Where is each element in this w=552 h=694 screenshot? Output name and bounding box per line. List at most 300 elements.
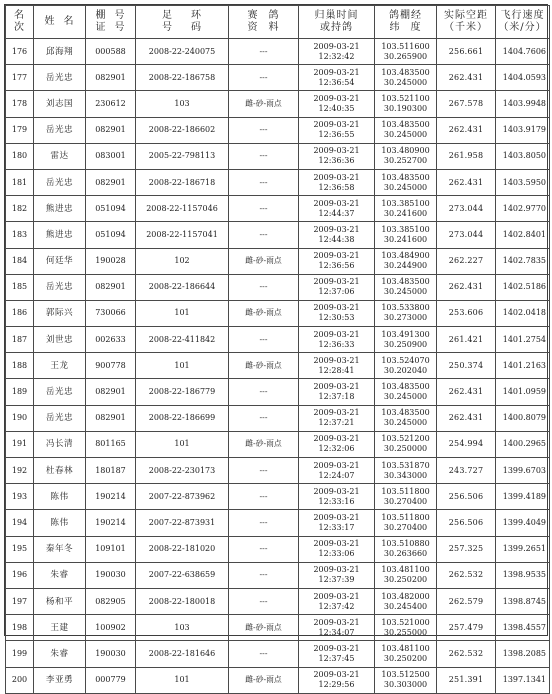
return-time-date: 2009-03-21 <box>313 329 360 339</box>
shed-id-cell: 801165 <box>86 431 136 457</box>
coordinates-cell <box>375 667 437 693</box>
return-time-date: 2009-03-21 <box>313 460 360 470</box>
header-name <box>34 6 86 39</box>
speed-cell: 1402.9770 <box>496 196 550 222</box>
header-rank <box>6 6 34 39</box>
header-ring-line1 <box>136 10 228 22</box>
header-ring-line2 <box>136 22 228 34</box>
distance-cell: 256.506 <box>437 510 496 536</box>
coordinates-lat: 30.241600 <box>383 234 428 244</box>
coordinates-lat: 30.245000 <box>383 418 428 428</box>
coordinates-cell <box>375 431 437 457</box>
coordinates-cell <box>375 484 437 510</box>
speed-cell: 1399.2651 <box>496 536 550 562</box>
name-cell: 朱睿 <box>34 562 86 588</box>
name-cell: 郭际兴 <box>34 300 86 326</box>
speed-cell: 1403.9948 <box>496 91 550 117</box>
coordinates-lat: 30.245000 <box>383 77 428 87</box>
header-speed <box>496 6 550 39</box>
rank-cell: 198 <box>6 615 34 641</box>
coordinates-lon: 103.483500 <box>381 120 430 130</box>
return-time-date: 2009-03-21 <box>313 120 360 130</box>
return-time-time: 12:36:54 <box>318 77 355 87</box>
table-row <box>6 117 550 143</box>
return-time-cell <box>299 274 375 300</box>
coordinates-cell <box>375 65 437 91</box>
return-time-cell <box>299 510 375 536</box>
coordinates-lat: 30.245000 <box>383 287 428 297</box>
race-info-cell: 雌-砂-雨点 <box>229 431 299 457</box>
name-cell: 熊进忠 <box>34 196 86 222</box>
coordinates-lat: 30.190300 <box>383 103 428 113</box>
coordinates-cell <box>375 91 437 117</box>
return-time-date: 2009-03-21 <box>313 617 360 627</box>
name-cell: 何廷华 <box>34 248 86 274</box>
ring-number-cell: 101 <box>136 300 229 326</box>
header-ring-c3: 号 <box>162 22 173 33</box>
speed-cell: 1398.8745 <box>496 588 550 614</box>
table-row <box>6 562 550 588</box>
return-time-time: 12:33:06 <box>318 549 355 559</box>
coordinates-cell <box>375 379 437 405</box>
shed-id-cell: 082901 <box>86 117 136 143</box>
ring-number-cell: 2008-22-186758 <box>136 65 229 91</box>
coordinates-cell <box>375 39 437 65</box>
name-cell: 刘世忠 <box>34 327 86 353</box>
speed-cell: 1398.2085 <box>496 641 550 667</box>
race-info-cell: 雌-砂-雨点 <box>229 353 299 379</box>
return-time-date: 2009-03-21 <box>313 591 360 601</box>
name-cell: 朱睿 <box>34 641 86 667</box>
ring-number-cell: 2007-22-638659 <box>136 562 229 588</box>
speed-cell: 1401.0959 <box>496 379 550 405</box>
ring-number-cell: 2008-22-186779 <box>136 379 229 405</box>
ring-number-cell: 2008-22-181646 <box>136 641 229 667</box>
coordinates-lon: 103.521200 <box>381 434 430 444</box>
header-speed-line1: 飞行速度 <box>500 10 545 21</box>
header-shed-id-c3: 证 <box>95 22 107 33</box>
return-time-time: 12:37:18 <box>318 392 355 402</box>
return-time-time: 12:36:55 <box>318 130 355 140</box>
speed-cell: 1398.9535 <box>496 562 550 588</box>
coordinates-cell <box>375 458 437 484</box>
header-shed-id-c4: 号 <box>114 22 126 33</box>
ring-number-cell: 101 <box>136 431 229 457</box>
name-cell: 杜春林 <box>34 458 86 484</box>
header-speed-line2: （米/分） <box>498 22 547 33</box>
header-shed-id-c2: 号 <box>114 10 126 21</box>
return-time-cell <box>299 39 375 65</box>
coordinates-lon: 103.481100 <box>381 565 430 575</box>
ring-number-cell: 2008-22-186699 <box>136 405 229 431</box>
return-time-date: 2009-03-21 <box>313 382 360 392</box>
speed-cell: 1399.4049 <box>496 510 550 536</box>
table-row <box>6 222 550 248</box>
name-cell: 岳光忠 <box>34 379 86 405</box>
coordinates-lat: 30.265900 <box>383 51 428 61</box>
speed-cell: 1402.5186 <box>496 274 550 300</box>
rank-cell: 177 <box>6 65 34 91</box>
return-time-time: 12:33:17 <box>318 522 355 532</box>
shed-id-cell: 051094 <box>86 196 136 222</box>
header-shed-id-line2 <box>86 22 135 34</box>
return-time-cell <box>299 641 375 667</box>
race-info-cell: --- <box>229 458 299 484</box>
table-row <box>6 431 550 457</box>
coordinates-lon: 103.533800 <box>381 303 430 313</box>
coordinates-lon: 103.521100 <box>381 93 430 103</box>
distance-cell: 262.431 <box>437 65 496 91</box>
coordinates-lat: 30.245000 <box>383 130 428 140</box>
name-cell: 王龙 <box>34 353 86 379</box>
race-info-cell: --- <box>229 65 299 91</box>
ring-number-cell: 2008-22-240075 <box>136 39 229 65</box>
rank-cell: 196 <box>6 562 34 588</box>
distance-cell: 254.994 <box>437 431 496 457</box>
table-row <box>6 379 550 405</box>
ring-number-cell: 2008-22-1157046 <box>136 196 229 222</box>
return-time-cell <box>299 300 375 326</box>
coordinates-cell <box>375 169 437 195</box>
table-row <box>6 536 550 562</box>
header-coords-line1: 鸽棚经 <box>389 10 422 21</box>
speed-cell: 1403.5950 <box>496 169 550 195</box>
coordinates-lon: 103.483500 <box>381 277 430 287</box>
rank-cell: 182 <box>6 196 34 222</box>
speed-cell: 1398.4557 <box>496 615 550 641</box>
speed-cell: 1399.6703 <box>496 458 550 484</box>
header-return-time-line1: 归巢时间 <box>314 10 359 21</box>
coordinates-lat: 30.303000 <box>383 680 428 690</box>
ring-number-cell: 2005-22-798113 <box>136 143 229 169</box>
ring-number-cell: 2007-22-873962 <box>136 484 229 510</box>
coordinates-lat: 30.245000 <box>383 182 428 192</box>
distance-cell: 261.421 <box>437 327 496 353</box>
return-time-cell <box>299 615 375 641</box>
coordinates-cell <box>375 327 437 353</box>
table-row <box>6 588 550 614</box>
shed-id-cell: 190030 <box>86 562 136 588</box>
distance-cell: 256.506 <box>437 484 496 510</box>
name-cell: 岳光忠 <box>34 405 86 431</box>
table-row <box>6 405 550 431</box>
return-time-date: 2009-03-21 <box>313 408 360 418</box>
shed-id-cell: 000779 <box>86 667 136 693</box>
return-time-date: 2009-03-21 <box>313 512 360 522</box>
race-info-cell: 雌-砂-雨点 <box>229 91 299 117</box>
race-results-table <box>5 5 550 694</box>
rank-cell: 188 <box>6 353 34 379</box>
name-cell: 陈伟 <box>34 510 86 536</box>
coordinates-lat: 30.255000 <box>383 627 428 637</box>
distance-cell: 261.958 <box>437 143 496 169</box>
rank-cell: 185 <box>6 274 34 300</box>
return-time-cell <box>299 431 375 457</box>
rank-cell: 180 <box>6 143 34 169</box>
table-row <box>6 458 550 484</box>
return-time-time: 12:37:39 <box>318 575 355 585</box>
race-info-cell: --- <box>229 169 299 195</box>
coordinates-lon: 103.385100 <box>381 198 430 208</box>
return-time-date: 2009-03-21 <box>313 146 360 156</box>
rank-cell: 192 <box>6 458 34 484</box>
header-rank-line1: 名 <box>14 10 25 21</box>
results-body <box>6 39 550 694</box>
coordinates-lon: 103.385100 <box>381 224 430 234</box>
coordinates-cell <box>375 353 437 379</box>
rank-cell: 189 <box>6 379 34 405</box>
name-cell: 邱海翔 <box>34 39 86 65</box>
distance-cell: 253.606 <box>437 300 496 326</box>
rank-cell: 183 <box>6 222 34 248</box>
shed-id-cell: 082905 <box>86 588 136 614</box>
coordinates-lon: 103.524070 <box>381 355 430 365</box>
coordinates-lat: 30.250900 <box>383 339 428 349</box>
return-time-time: 12:36:58 <box>318 182 355 192</box>
return-time-cell <box>299 248 375 274</box>
table-row <box>6 91 550 117</box>
speed-cell: 1402.7835 <box>496 248 550 274</box>
rank-cell: 194 <box>6 510 34 536</box>
coordinates-cell <box>375 615 437 641</box>
race-info-cell: --- <box>229 39 299 65</box>
race-info-cell: --- <box>229 405 299 431</box>
header-race-info-c1: 赛 <box>247 10 259 21</box>
header-distance-line1: 实际空距 <box>444 10 488 21</box>
name-cell: 岳光忠 <box>34 274 86 300</box>
race-info-cell: 雌-砂-雨点 <box>229 248 299 274</box>
coordinates-cell <box>375 641 437 667</box>
speed-cell: 1401.2754 <box>496 327 550 353</box>
distance-cell: 267.578 <box>437 91 496 117</box>
coordinates-lat: 30.250000 <box>383 444 428 454</box>
return-time-time: 12:36:56 <box>318 261 355 271</box>
coordinates-lon: 103.510880 <box>381 539 430 549</box>
race-info-cell: --- <box>229 588 299 614</box>
return-time-cell <box>299 353 375 379</box>
return-time-cell <box>299 91 375 117</box>
header-row <box>6 6 550 39</box>
shed-id-cell: 083001 <box>86 143 136 169</box>
return-time-time: 12:37:42 <box>318 601 355 611</box>
rank-cell: 178 <box>6 91 34 117</box>
name-cell: 陈伟 <box>34 484 86 510</box>
coordinates-lon: 103.511800 <box>381 512 430 522</box>
header-coords-c1: 纬 <box>389 22 401 33</box>
return-time-cell <box>299 484 375 510</box>
return-time-time: 12:24:07 <box>318 470 355 480</box>
rank-cell: 200 <box>6 667 34 693</box>
coordinates-cell <box>375 405 437 431</box>
rank-cell: 193 <box>6 484 34 510</box>
coordinates-lon: 103.521000 <box>381 617 430 627</box>
return-time-date: 2009-03-21 <box>313 277 360 287</box>
table-row <box>6 39 550 65</box>
race-info-cell: --- <box>229 510 299 536</box>
distance-cell: 262.532 <box>437 641 496 667</box>
return-time-cell <box>299 562 375 588</box>
speed-cell: 1400.8079 <box>496 405 550 431</box>
race-info-cell: --- <box>229 379 299 405</box>
header-distance <box>437 6 496 39</box>
return-time-time: 12:32:42 <box>318 51 355 61</box>
return-time-date: 2009-03-21 <box>313 355 360 365</box>
header-race-info-c3: 资 <box>247 22 259 33</box>
shed-id-cell: 082901 <box>86 169 136 195</box>
shed-id-cell: 230612 <box>86 91 136 117</box>
ring-number-cell: 2008-22-186718 <box>136 169 229 195</box>
race-info-cell: 雌-砂-雨点 <box>229 300 299 326</box>
coordinates-lon: 103.531870 <box>381 460 430 470</box>
shed-id-cell: 082901 <box>86 379 136 405</box>
return-time-time: 12:36:33 <box>318 339 355 349</box>
return-time-date: 2009-03-21 <box>313 486 360 496</box>
coordinates-lat: 30.245400 <box>383 601 428 611</box>
coordinates-lon: 103.511800 <box>381 486 430 496</box>
table-row <box>6 615 550 641</box>
shed-id-cell: 000588 <box>86 39 136 65</box>
header-rank-line2: 次 <box>14 22 25 33</box>
coordinates-lat: 30.250200 <box>383 575 428 585</box>
race-info-cell: --- <box>229 274 299 300</box>
return-time-cell <box>299 143 375 169</box>
ring-number-cell: 2008-22-181020 <box>136 536 229 562</box>
table-row <box>6 248 550 274</box>
name-cell: 秦年冬 <box>34 536 86 562</box>
race-info-cell: --- <box>229 117 299 143</box>
return-time-time: 12:30:53 <box>318 313 355 323</box>
coordinates-lon: 103.483500 <box>381 408 430 418</box>
coordinates-lon: 103.483500 <box>381 382 430 392</box>
return-time-date: 2009-03-21 <box>313 41 360 51</box>
return-time-cell <box>299 405 375 431</box>
coordinates-cell <box>375 143 437 169</box>
header-name-char2: 名 <box>63 16 75 27</box>
coordinates-cell <box>375 248 437 274</box>
return-time-time: 12:37:45 <box>318 653 355 663</box>
coordinates-lat: 30.241600 <box>383 208 428 218</box>
shed-id-cell: 082901 <box>86 65 136 91</box>
distance-cell: 273.044 <box>437 222 496 248</box>
coordinates-lon: 103.483500 <box>381 67 430 77</box>
header-coords-c2: 度 <box>410 22 422 33</box>
coordinates-lon: 103.481100 <box>381 643 430 653</box>
ring-number-cell: 2008-22-180018 <box>136 588 229 614</box>
rank-cell: 195 <box>6 536 34 562</box>
coordinates-lat: 30.263660 <box>383 549 428 559</box>
return-time-cell <box>299 169 375 195</box>
distance-cell: 262.579 <box>437 588 496 614</box>
race-info-cell: --- <box>229 641 299 667</box>
coordinates-cell <box>375 536 437 562</box>
coordinates-cell <box>375 222 437 248</box>
coordinates-lon: 103.491300 <box>381 329 430 339</box>
speed-cell: 1404.0593 <box>496 65 550 91</box>
header-ring <box>136 6 229 39</box>
return-time-date: 2009-03-21 <box>313 539 360 549</box>
race-info-cell: 雌-砂-雨点 <box>229 615 299 641</box>
rank-cell: 197 <box>6 588 34 614</box>
speed-cell: 1399.4189 <box>496 484 550 510</box>
header-race-info <box>229 6 299 39</box>
name-cell: 冯长清 <box>34 431 86 457</box>
return-time-date: 2009-03-21 <box>313 93 360 103</box>
race-info-cell: 雌-砂-雨点 <box>229 667 299 693</box>
table-row <box>6 353 550 379</box>
shed-id-cell: 730066 <box>86 300 136 326</box>
race-info-cell: --- <box>229 536 299 562</box>
header-shed-id-c1: 棚 <box>95 10 107 21</box>
header-shed-id <box>86 6 136 39</box>
return-time-time: 12:44:38 <box>318 234 355 244</box>
return-time-cell <box>299 196 375 222</box>
coordinates-cell <box>375 300 437 326</box>
distance-cell: 262.431 <box>437 169 496 195</box>
table-row <box>6 667 550 693</box>
coordinates-cell <box>375 274 437 300</box>
distance-cell: 262.227 <box>437 248 496 274</box>
ring-number-cell: 102 <box>136 248 229 274</box>
shed-id-cell: 082901 <box>86 405 136 431</box>
rank-cell: 181 <box>6 169 34 195</box>
ring-number-cell: 2008-22-186602 <box>136 117 229 143</box>
shed-id-cell: 900778 <box>86 353 136 379</box>
name-cell: 雷达 <box>34 143 86 169</box>
return-time-cell <box>299 667 375 693</box>
header-race-info-c4: 料 <box>268 22 280 33</box>
table-row <box>6 274 550 300</box>
speed-cell: 1397.1341 <box>496 667 550 693</box>
race-info-cell: --- <box>229 484 299 510</box>
race-info-cell: --- <box>229 143 299 169</box>
speed-cell: 1400.2965 <box>496 431 550 457</box>
name-cell: 王建 <box>34 615 86 641</box>
speed-cell: 1402.0418 <box>496 300 550 326</box>
ring-number-cell: 2008-22-186644 <box>136 274 229 300</box>
return-time-date: 2009-03-21 <box>313 172 360 182</box>
return-time-cell <box>299 379 375 405</box>
return-time-time: 12:34:07 <box>318 627 355 637</box>
ring-number-cell: 103 <box>136 91 229 117</box>
return-time-date: 2009-03-21 <box>313 251 360 261</box>
ring-number-cell: 101 <box>136 667 229 693</box>
speed-cell: 1402.8401 <box>496 222 550 248</box>
header-ring-c4: 码 <box>191 22 202 33</box>
speed-cell: 1403.8050 <box>496 143 550 169</box>
header-return-time <box>299 6 375 39</box>
return-time-cell <box>299 588 375 614</box>
coordinates-lon: 103.482000 <box>381 591 430 601</box>
shed-id-cell: 051094 <box>86 222 136 248</box>
rank-cell: 199 <box>6 641 34 667</box>
ring-number-cell: 2008-22-230173 <box>136 458 229 484</box>
coordinates-lat: 30.270400 <box>383 522 428 532</box>
return-time-date: 2009-03-21 <box>313 565 360 575</box>
name-cell: 岳光忠 <box>34 65 86 91</box>
name-cell: 刘志国 <box>34 91 86 117</box>
shed-id-cell: 082901 <box>86 274 136 300</box>
header-race-info-c2: 鸽 <box>268 10 280 21</box>
return-time-time: 12:36:36 <box>318 156 355 166</box>
shed-id-cell: 190030 <box>86 641 136 667</box>
coordinates-lat: 30.245000 <box>383 392 428 402</box>
header-ring-c2: 环 <box>191 10 202 21</box>
return-time-cell <box>299 458 375 484</box>
table-row <box>6 327 550 353</box>
return-time-cell <box>299 327 375 353</box>
name-cell: 熊进忠 <box>34 222 86 248</box>
coordinates-lat: 30.202040 <box>383 365 428 375</box>
